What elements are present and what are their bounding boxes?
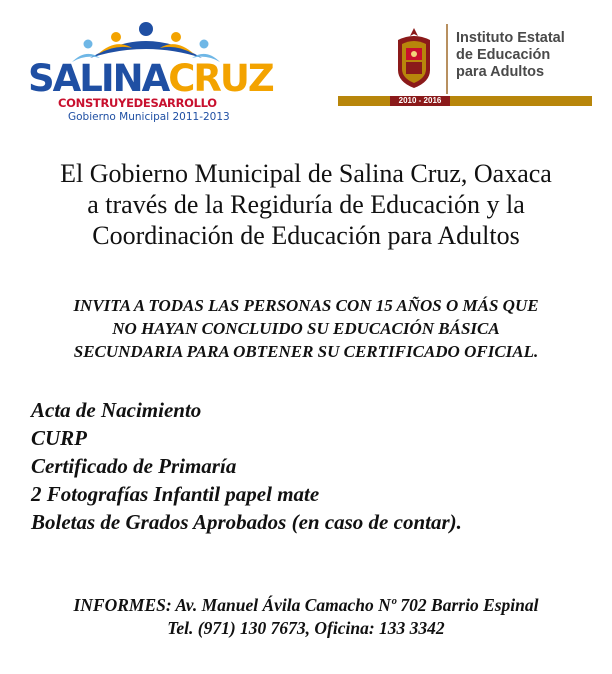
iea-name <box>456 30 596 81</box>
tagline-desarrollo: DESARROLLO <box>133 96 217 110</box>
invite-line-1: INVITA A TODAS LAS PERSONAS CON 15 AÑOS O MÁS QUE <box>73 296 539 315</box>
heading-line-1: El Gobierno Municipal de Salina Cruz, Oaxaca <box>60 159 552 188</box>
main-heading <box>0 158 612 251</box>
iea-color-bar <box>338 96 592 106</box>
requirement-item: CURP <box>31 426 88 450</box>
requirement-item: Certificado de Primaría <box>31 454 237 478</box>
contact-address: INFORMES: Av. Manuel Ávila Camacho Nº 702 Barrio Espinal <box>73 595 539 615</box>
iea-line-2: de Educación <box>456 47 551 63</box>
heading-line-2: a través de la Regiduría de Educación y la <box>87 190 525 219</box>
brand-cruz: CRUZ <box>168 57 273 100</box>
bar-gold-right <box>450 96 592 106</box>
contact-info <box>0 594 612 640</box>
salina-cruz-logo <box>28 20 273 128</box>
iea-line-3: para Adultos <box>456 64 545 80</box>
brand-wordmark <box>28 57 273 100</box>
logo-divider <box>446 24 448 94</box>
heading-line-3: Coordinación de Educación para Adultos <box>92 221 520 250</box>
invite-line-2: NO HAYAN CONCLUIDO SU EDUCACIÓN BÁSICA <box>112 319 500 338</box>
bar-gold-left <box>338 96 390 106</box>
invite-line-3: SECUNDARIA PARA OBTENER SU CERTIFICADO OFICIAL. <box>73 342 539 361</box>
oaxaca-seal-icon <box>392 26 436 90</box>
contact-phone: Tel. (971) 130 7673, Oficina: 133 3342 <box>167 618 445 638</box>
invitation-text <box>0 294 612 363</box>
requirement-item: Acta de Nacimiento <box>31 398 202 422</box>
iea-years: 2010 - 2016 <box>398 96 442 105</box>
iea-logo <box>338 22 592 108</box>
iea-line-1: Instituto Estatal <box>456 30 565 46</box>
tagline-construye: CONSTRUYE <box>58 96 134 110</box>
requirement-item: 2 Fotografías Infantil papel mate <box>31 482 320 506</box>
brand-salina: SALINA <box>28 57 169 100</box>
requirements-list <box>31 396 611 536</box>
gobierno-municipal-text: Gobierno Municipal 2011-2013 <box>68 111 230 123</box>
brand-tagline <box>58 96 258 110</box>
requirement-item: Boletas de Grados Aprobados (en caso de contar). <box>31 510 462 534</box>
